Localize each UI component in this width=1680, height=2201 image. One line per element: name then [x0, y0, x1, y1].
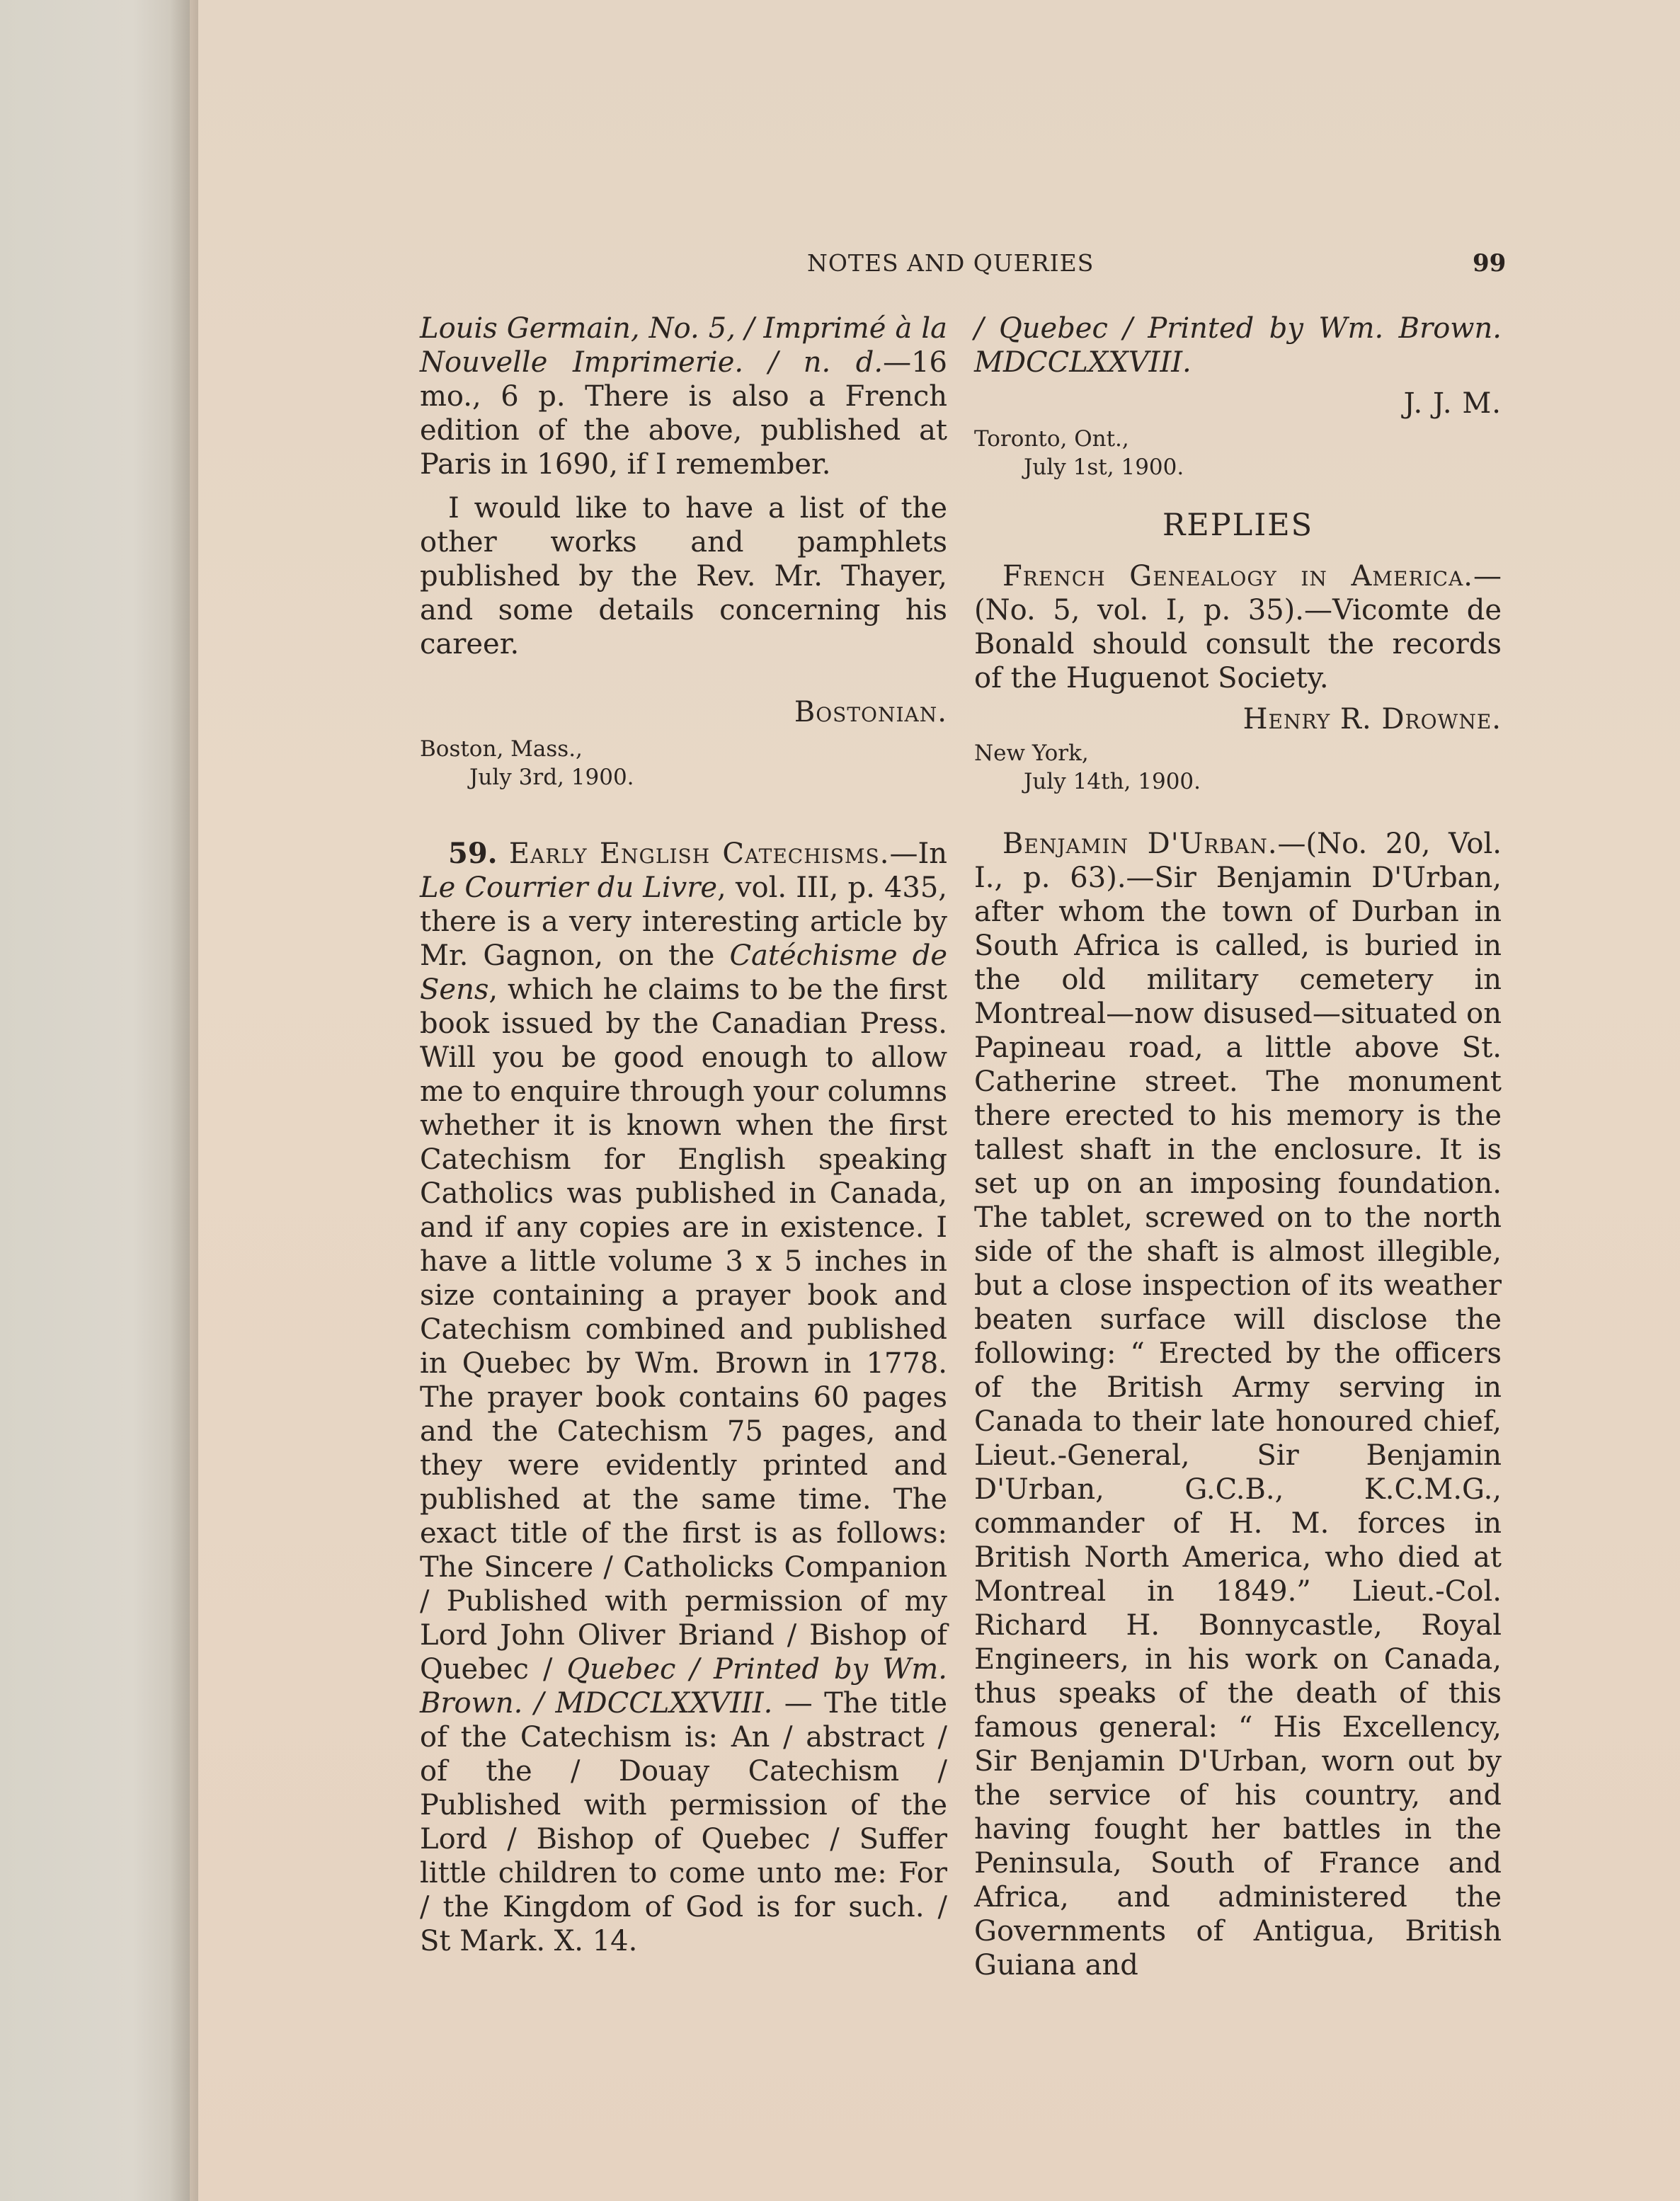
- date-july-1: July 1st, 1900.: [1024, 455, 1184, 480]
- query-request-paragraph: I would like to have a list of the other works and pamphlets published by the Rev. Mr. Thayer, and some details concerning his career.: [420, 492, 947, 661]
- reply-text: —(No. 5, vol. I, p. 35).—Vicomte de Bonald should consult the records of the Huguenot Society.: [974, 560, 1502, 694]
- imprint-continuation: / Quebec / Printed by Wm. Brown. MDCCLXXVIII.: [974, 312, 1502, 379]
- location-new-york: New York,: [974, 741, 1089, 766]
- reply-durban: [974, 827, 1502, 1982]
- date-july-14: July 14th, 1900.: [1024, 769, 1201, 794]
- signature-jjm: J. J. M.: [1403, 387, 1502, 420]
- date-july-3: July 3rd, 1900.: [469, 765, 634, 790]
- signature-drowne: Henry R. Drowne.: [1242, 703, 1502, 736]
- signature-bostonian: Bostonian.: [794, 696, 947, 728]
- query-continuation: [420, 311, 947, 481]
- location-toronto: Toronto, Ont.,: [974, 426, 1129, 452]
- left-column: [420, 311, 947, 1958]
- reply-french-genealogy: [974, 559, 1502, 695]
- title-citation: Louis Germain, No. 5, / Imprimé à la Nouvelle Imprimerie. / n. d.: [420, 312, 947, 379]
- imprint-italic: Quebec / Printed by Wm. Brown. / MDCCLXXVIII.: [420, 1653, 947, 1720]
- previous-page-edge: [0, 0, 190, 2201]
- reply-text: —(No. 20, Vol. I., p. 63).—Sir Benjamin D'Urban, after whom the town of Durban in South Africa is called, is buried in the old military cemetery in Montreal—now disused—situated on Papineau road, a little above St. Catherine street. The monument there erected to his memory is the tallest shaft in the enclosure. It is set up on an imposing foundation. The tablet, screwed on to the north side of the shaft is almost illegible, but a close inspection of its weather beaten surface will disclose the following: “ Erected by the officers of the British Army serving in Canada to their late honoured chief, Lieut.-General, Sir Benjamin D'Urban, G.C.B., K.C.M.G., commander of H. M. forces in British North America, who died at Montreal in 1849.” Lieut.-Col. Richard H. Bonnycastle, Royal Engineers, in his work on Canada, thus speaks of the death of this famous general: “ His Excellency, Sir Benjamin D'Urban, worn out by the service of his country, and having fought her battles in the Peninsula, South of France and Africa, and administered the Governments of Antigua, British Guiana and: [974, 828, 1502, 1982]
- query-text: —In: [889, 837, 948, 870]
- right-column: [974, 311, 1502, 1982]
- citation-details: —16 mo., 6 p. There is also a French edition of the above, published at Paris in 1690, if I remember.: [420, 346, 947, 481]
- replies-heading: REPLIES: [1162, 508, 1314, 543]
- reply-heading: Benjamin D'Urban.: [1002, 828, 1278, 860]
- catechisme-title: Catéchisme de Sens: [420, 939, 947, 1006]
- page-number: 99: [1473, 249, 1507, 278]
- query-text: , vol. III, p. 435, there is a very interesting article by Mr. Gagnon, on the: [420, 871, 947, 972]
- query-number: 59.: [448, 837, 498, 870]
- binding-shadow: [170, 0, 198, 2201]
- running-title: NOTES AND QUERIES: [807, 249, 1095, 277]
- reply-heading: French Genealogy in America.: [1002, 560, 1473, 593]
- query-59: [420, 837, 947, 1958]
- location-boston: Boston, Mass.,: [420, 736, 583, 762]
- courrier-title: Le Courrier du Livre: [420, 871, 718, 904]
- query-text: , which he claims to be the first book issued by the Canadian Press. Will you be good enough to allow me to enquire through your columns whether it is known when the first Catechism for English speaking Catholics was published in Canada, and if any copies are in existence. I have a little volume 3 x 5 inches in size containing a prayer book and Catechism combined and published in Quebec by Wm. Brown in 1778. The prayer book contains 60 pages and the Catechism 75 pages, and they were evidently printed and published at the same time. The exact title of the first is as follows: The Sincere / Catholicks Companion / Published with permission of my Lord John Oliver Briand / Bishop of Quebec /: [420, 973, 947, 1686]
- query-heading: Early English Catechisms.: [508, 837, 890, 870]
- query-text: — The title of the Catechism is: An / abstract / of the / Douay Catechism / Published with permission of the Lord / Bishop of Quebec / Suffer little children to come unto me: For / the Kingdom of God is for such. / St Mark. X. 14.: [420, 1687, 947, 1957]
